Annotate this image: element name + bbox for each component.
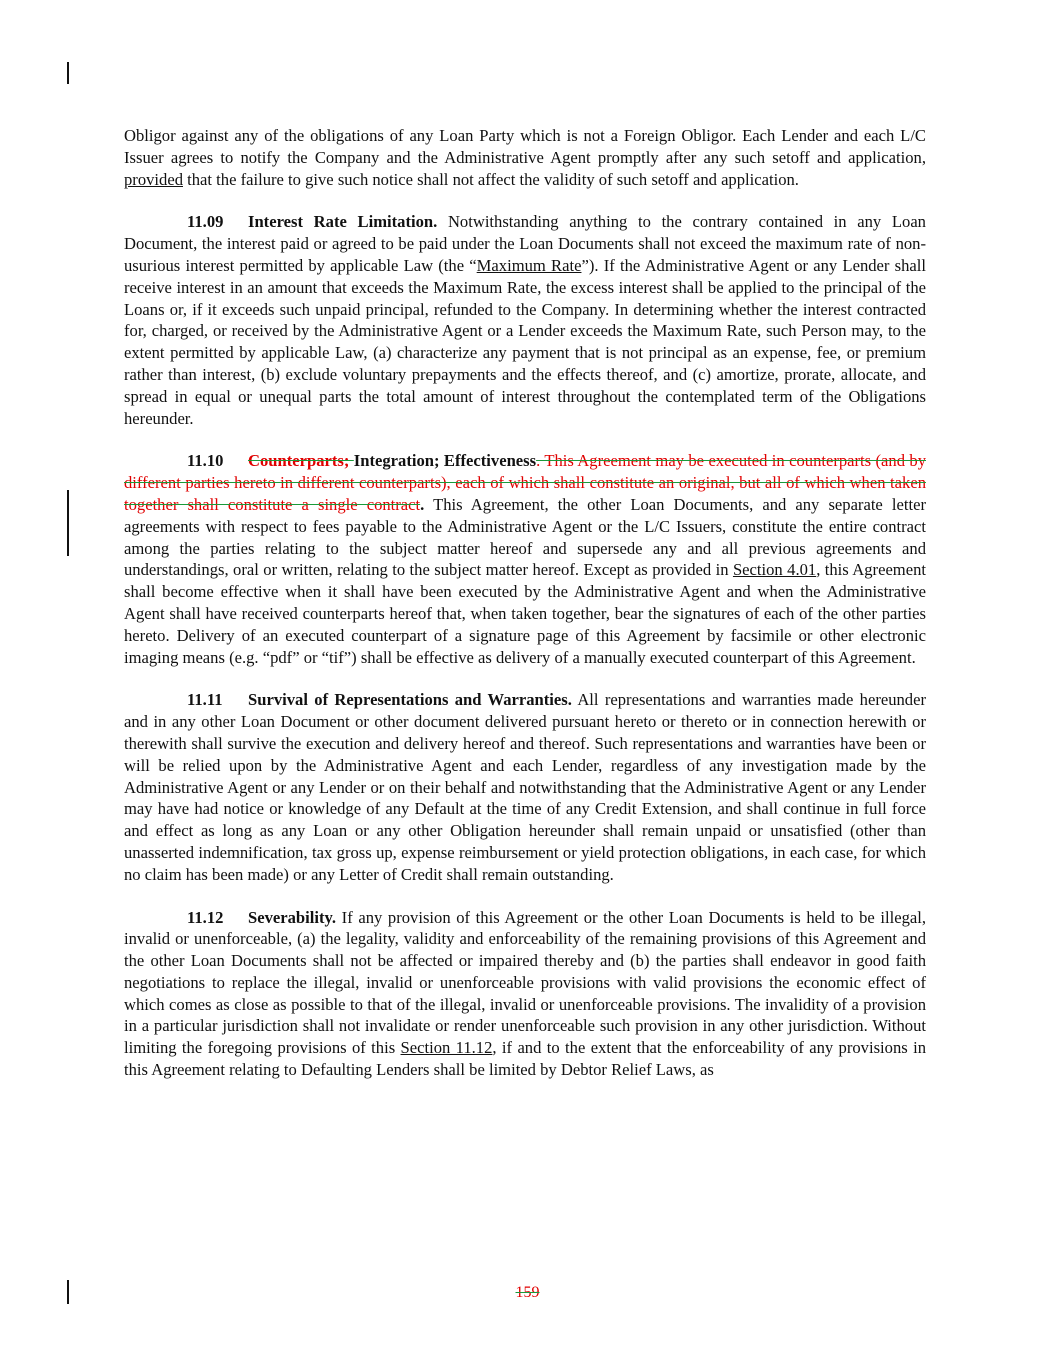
page-number: 159 <box>515 1284 540 1301</box>
section-heading: Survival of Representations and Warranties. <box>248 690 572 710</box>
section-11-11: 11.11 Survival of Representations and Warranties. All representations and warranties made hereunder and in any other Loan Document or other document delivered pursuant hereto or thereto or in connection herewith or therewith shall survive the execution and delivery hereof and thereof. Such representations and warranties have been or will be relied upon by the Administrative Agent and each Lender, regardless of any investigation made by the Administrative Agent or any Lender or on their behalf and notwithstanding that the Administrative Agent or any Lender may have had notice or knowledge of any Default at the time of any Credit Extension, and shall continue in full force and effect as long as any Loan or any other Obligation hereunder shall remain unpaid or unsatisfied (other than unasserted indemnification, tax gross up, expense reimbursement or yield protection obligations, in each case, for which no claim has been made) or any Letter of Credit shall remain outstanding. <box>124 690 926 884</box>
paragraph-continuation: Obligor against any of the obligations of any Loan Party which is not a Foreign Obligor. Each Lender and each L/C Issuer agrees to notify the Company and the Administrative Agent promptly after any such setoff and application, provided that the failure to give such notice shall not affect the validity of such setoff and application. <box>124 126 926 189</box>
change-bar-top <box>67 62 69 84</box>
section-number: 11.09 <box>187 212 224 232</box>
change-bar-section-11-10 <box>67 490 69 556</box>
section-reference: Section 4.01 <box>732 560 817 580</box>
document-page <box>124 125 926 1102</box>
section-number: 11.10 <box>187 451 224 471</box>
provided-term: provided <box>124 169 183 189</box>
section-number: 11.11 <box>187 690 223 710</box>
section-heading: Integration; Effectiveness <box>353 451 537 471</box>
section-number: 11.12 <box>187 907 224 927</box>
defined-term-maximum-rate: Maximum Rate <box>476 255 582 275</box>
section-11-09: 11.09 Interest Rate Limitation. Notwithstanding anything to the contrary contained in any Loan Document, the interest paid or agreed to be paid under the Loan Documents shall not exceed the maximum rate of non-usurious interest permitted by applicable Law (the “Maximum Rate”). If the Administrative Agent or any Lender shall receive interest in an amount that exceeds the Maximum Rate, the excess interest shall be applied to the principal of the Loans or, if it exceeds such unpaid principal, refunded to the Company. In determining whether the interest contracted for, charged, or received by the Administrative Agent or a Lender exceeds the Maximum Rate, such Person may, to the extent permitted by applicable Law, (a) characterize any payment that is not principal as an expense, fee, or premium rather than interest, (b) exclude voluntary prepayments and the effects thereof, and (c) amortize, prorate, allocate, and spread in equal or unequal parts the total amount of interest throughout the contemplated term of the Obligations hereunder. <box>124 212 926 428</box>
section-11-12: 11.12 Severability. If any provision of this Agreement or the other Loan Documents is held to be illegal, invalid or unenforceable, (a) the legality, validity and enforceability of the remaining provisions of this Agreement and the other Loan Documents shall not be affected or impaired thereby and (b) the parties shall endeavor in good faith negotiations to replace the illegal, invalid or unenforceable provisions with valid provisions the economic effect of which comes as close as possible to that of the illegal, invalid or unenforceable provisions. The invalidity of a provision in a particular jurisdiction shall not invalidate or render unenforceable such provision in any other jurisdiction. Without limiting the foregoing provisions of this Section 11.12, if and to the extent that the enforceability of any provisions in this Agreement relating to Defaulting Lenders shall be limited by Debtor Relief Laws, as <box>124 907 926 1080</box>
section-11-10: 11.10 Counterparts; Integration; Effectiveness. This Agreement may be executed in counterparts (and by different parties hereto in different counterparts), each of which shall constitute an original, but all of which when taken together shall constitute a single contract. This Agreement, the other Loan Documents, and any separate letter agreements with respect to fees payable to the Administrative Agent or the L/C Issuers, constitute the entire contract among the parties relating to the subject matter hereof and supersede any and all previous agreements and understandings, oral or written, relating to the subject matter hereof. Except as provided in Section 4.01, this Agreement shall become effective when it shall have been executed by the Administrative Agent and when the Administrative Agent shall have received counterparts hereof that, when taken together, bear the signatures of each of the other parties hereto. Delivery of an executed counterpart of a signature page of this Agreement by facsimile or other electronic imaging means (e.g. “pdf” or “tif”) shall be effective as delivery of a manually executed counterpart of this Agreement. <box>124 451 926 667</box>
section-reference: Section 11.12 <box>400 1038 493 1058</box>
deleted-heading-text: Counterparts; <box>248 451 354 471</box>
deleted-text: . This Agreement may be executed in counterparts (and by different parties hereto in different counterparts), each of which shall constitute an original, but all of which when taken together shall constitute a single contract <box>124 451 926 514</box>
section-heading: Severability. <box>248 907 337 927</box>
section-heading: Interest Rate Limitation. <box>248 212 438 232</box>
